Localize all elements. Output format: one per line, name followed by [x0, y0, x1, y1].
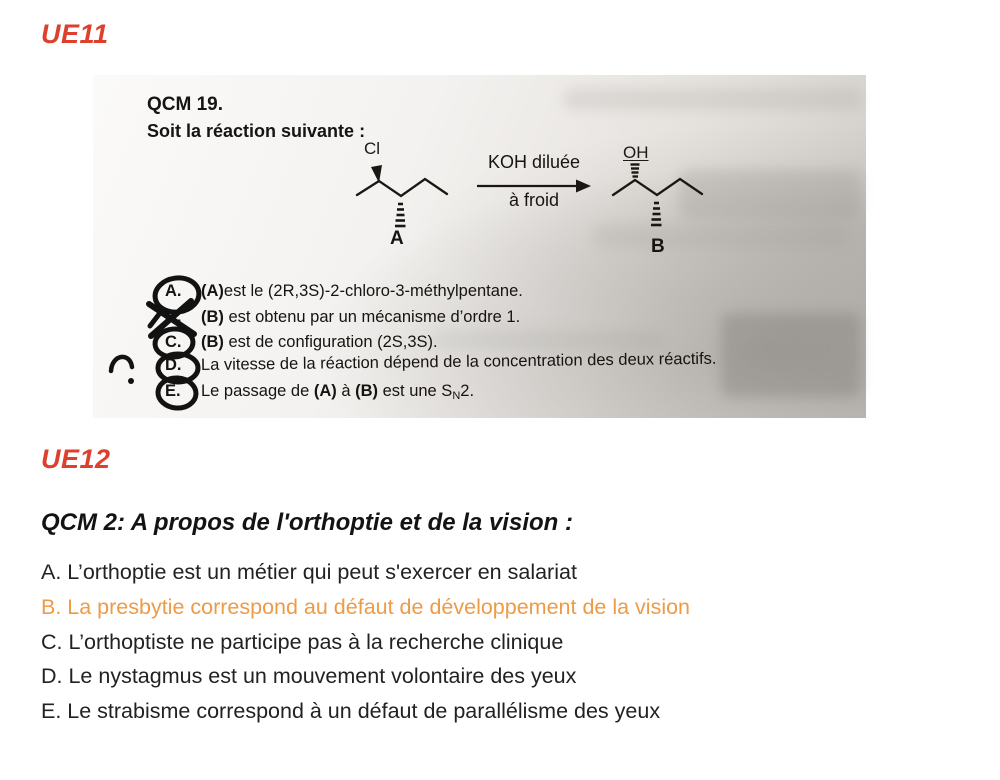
qcm2-option-c: C. L’orthoptiste ne participe pas à la recherche clinique — [41, 629, 564, 654]
margin-dot — [128, 378, 134, 384]
option-letter: C. — [165, 333, 182, 351]
hydroxyl-label: OH — [623, 143, 649, 162]
option-letter: A. — [165, 282, 182, 300]
qcm2-option-a: A. L’orthoptie est un métier qui peut s'exercer en salariat — [41, 560, 577, 584]
molecule-b-label: B — [651, 236, 665, 257]
qcm2-option-e: E. Le strabisme correspond à un défaut de parallélisme des yeux — [41, 699, 661, 724]
ue12-heading: UE12 — [41, 444, 111, 474]
reaction-condition-top: KOH diluée — [487, 152, 581, 172]
chlorine-label: Cl — [364, 139, 381, 158]
option-letter: B. — [165, 308, 182, 326]
qcm19-subtitle: Soit la réaction suivante : — [147, 121, 366, 141]
scanned-qcm19-image — [93, 75, 866, 418]
pen-annotations — [93, 75, 866, 418]
qcm2-option-d: D. Le nystagmus est un mouvement volontaire des yeux — [41, 664, 577, 689]
ue11-heading: UE11 — [41, 19, 109, 49]
option-letter: D. — [165, 356, 182, 374]
qcm19-title: QCM 19. — [147, 94, 224, 115]
reaction-condition-bottom: à froid — [508, 190, 560, 210]
option-text: (B) est obtenu par un mécanisme d’ordre 1. — [201, 308, 521, 326]
qcm2-title: QCM 2: A propos de l'orthoptie et de la vision : — [41, 509, 573, 536]
option-text: (B) est de configuration (2S,3S). — [201, 333, 438, 351]
option-text: Le passage de (A) à (B) est une SN2. — [201, 382, 475, 402]
molecule-a-label: A — [390, 228, 404, 249]
margin-cap-symbol — [111, 357, 132, 371]
option-letter: E. — [165, 382, 181, 400]
qcm2-option-b-highlighted: B. La presbytie correspond au défaut de développement de la vision — [41, 594, 691, 619]
qcm2-options-list — [41, 555, 961, 729]
option-text: (A)est le (2R,3S)-2-chloro-3-méthylpentane. — [201, 282, 523, 300]
option-text: La vitesse de la réaction dépend de la concentration des deux réactifs. — [200, 349, 717, 374]
